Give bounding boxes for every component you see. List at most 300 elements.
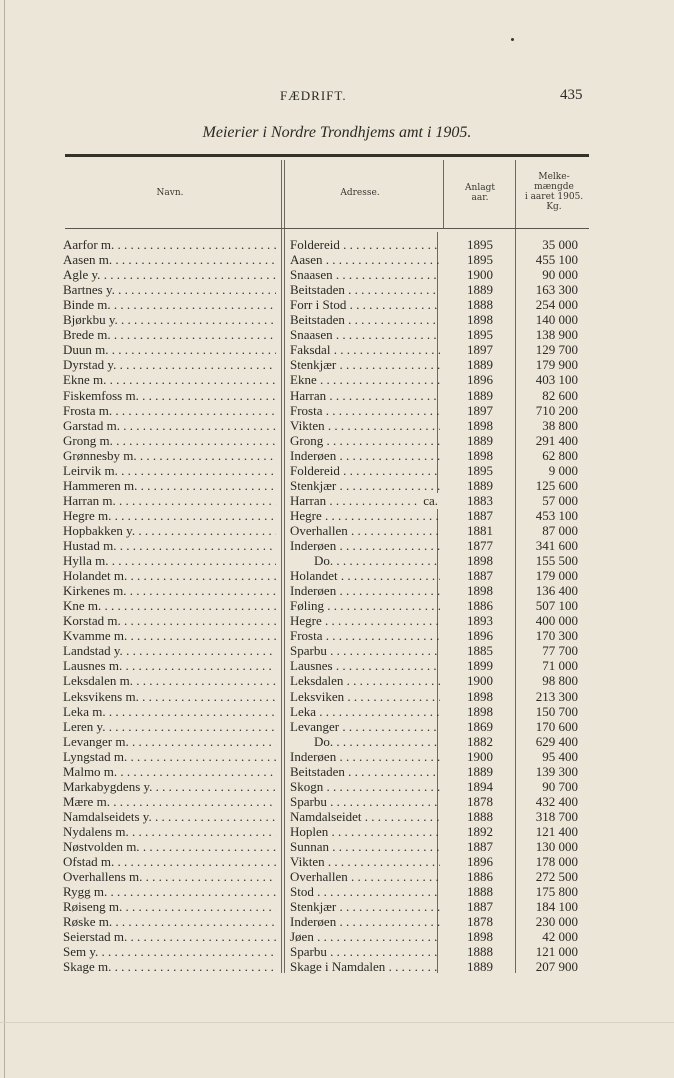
milk-quantity: 129 700 <box>535 342 578 358</box>
founded-year: 1899 <box>467 658 493 674</box>
milk-quantity: 184 100 <box>535 899 578 915</box>
milk-quantity: 453 100 <box>535 507 578 523</box>
dairy-name <box>63 899 276 915</box>
dairy-address <box>290 719 440 735</box>
dairy-address-text: Hoplen <box>290 823 329 839</box>
founded-year: 1895 <box>467 327 493 343</box>
dairy-name <box>63 658 276 674</box>
dairy-name <box>63 342 276 358</box>
dairy-address <box>290 734 440 750</box>
column-header-milk-line3: i aaret 1905. <box>524 192 584 202</box>
dairy-name-text: Markabygdens y. <box>63 778 153 794</box>
milk-quantity: 121 000 <box>535 944 578 960</box>
dairy-address-text: Skage i Namdalen <box>290 959 386 975</box>
milk-quantity: 42 000 <box>542 929 578 945</box>
founded-year: 1893 <box>467 613 493 629</box>
dairy-address-text: Sparbu <box>290 643 327 659</box>
table-row <box>0 297 674 313</box>
dairy-name-text: Bjørkbu y. <box>63 312 118 328</box>
table-title: Meierier i Nordre Trondhjems amt i 1905. <box>202 124 472 141</box>
column-header-year-line1: Anlagt <box>465 183 495 193</box>
table-row <box>0 583 674 599</box>
dairy-name-text: Leren y. <box>63 718 106 734</box>
milk-quantity: 207 900 <box>535 959 578 975</box>
table-row <box>0 327 674 343</box>
dairy-name-text: Binde m. <box>63 297 111 313</box>
dairy-name <box>63 628 276 644</box>
column-header-milk <box>518 172 590 212</box>
dairy-name-text: Røiseng m. <box>63 899 123 915</box>
dairy-address <box>290 342 440 358</box>
dairy-address <box>290 297 440 313</box>
table-row <box>0 719 674 735</box>
dairy-name-text: Brede m. <box>63 327 111 343</box>
dairy-address <box>290 553 440 569</box>
founded-year: 1895 <box>467 252 493 268</box>
dairy-name-text: Ekne m. <box>63 372 107 388</box>
dairy-name <box>63 643 276 659</box>
page-bottom-shade <box>0 1022 674 1023</box>
dairy-address-text: Inderøen <box>290 748 337 764</box>
milk-quantity: 403 100 <box>535 372 578 388</box>
milk-quantity: 175 800 <box>535 884 578 900</box>
founded-year: 1898 <box>467 929 493 945</box>
table-row <box>0 749 674 765</box>
dairy-address <box>290 658 440 674</box>
dairy-name <box>63 583 276 599</box>
milk-quantity: 9 000 <box>548 462 578 478</box>
founded-year: 1894 <box>467 778 493 794</box>
table-row <box>0 388 674 404</box>
dairy-name <box>63 824 276 840</box>
dairy-address-text: Beitstaden <box>290 763 345 779</box>
table-header-rule <box>65 228 589 229</box>
founded-year: 1877 <box>467 538 493 553</box>
milk-quantity: 62 800 <box>542 447 578 463</box>
dairy-address <box>290 749 440 765</box>
dairy-address-text: Snaasen <box>290 267 333 283</box>
founded-year: 1882 <box>467 733 493 749</box>
milk-quantity: 130 000 <box>535 839 578 854</box>
dairy-address <box>290 538 440 554</box>
dairy-address-text: Vikten <box>290 417 325 433</box>
milk-quantity: 272 500 <box>535 869 578 885</box>
dairy-address-text: Stenkjær <box>290 357 337 373</box>
dairy-name-text: Bartnes y. <box>63 282 115 298</box>
table-row <box>0 794 674 810</box>
print-speck <box>511 38 514 41</box>
dairy-name <box>63 613 276 629</box>
table-row <box>0 734 674 750</box>
dairy-name <box>63 809 276 825</box>
dairy-address-text: Foldereid <box>290 462 340 478</box>
founded-year: 1898 <box>467 583 493 599</box>
milk-quantity: 98 800 <box>542 673 578 689</box>
milk-quantity: 507 100 <box>535 598 578 614</box>
dairy-address <box>290 327 440 343</box>
dairy-address-text: Hegre <box>290 507 322 523</box>
dairy-name <box>63 388 276 404</box>
milk-quantity: 213 300 <box>535 688 578 704</box>
table-row <box>0 568 674 584</box>
dairy-name-text: Kne m. <box>63 598 102 614</box>
table-row <box>0 673 674 689</box>
milk-quantity: 230 000 <box>535 914 578 930</box>
table-row <box>0 884 674 900</box>
table-row <box>0 764 674 780</box>
founded-year: 1900 <box>467 267 493 283</box>
founded-year: 1900 <box>467 748 493 764</box>
milk-quantity: 35 000 <box>542 237 578 252</box>
column-header-name <box>110 188 230 198</box>
founded-year: 1885 <box>467 643 493 659</box>
dairy-address <box>290 403 440 419</box>
dairy-address <box>290 267 440 283</box>
table-row <box>0 704 674 720</box>
dairy-address-text: Stod <box>290 884 314 900</box>
dairy-name-text: Leksvikens m. <box>63 688 139 704</box>
founded-year: 1888 <box>467 808 493 824</box>
dairy-address-text: Namdalseidet <box>290 808 362 824</box>
dairy-address-text: Holandet <box>290 568 338 584</box>
address-suffix: ca. <box>423 492 438 508</box>
table-row <box>0 312 674 328</box>
dairy-address-text: Inderøen <box>290 583 337 599</box>
dairy-address-text: Do. <box>314 733 334 749</box>
founded-year: 1887 <box>467 839 493 854</box>
dairy-name <box>63 237 276 253</box>
dairy-address-text: Frosta <box>290 628 323 644</box>
milk-quantity: 170 600 <box>535 718 578 734</box>
founded-year: 1898 <box>467 312 493 328</box>
milk-quantity: 125 600 <box>535 477 578 493</box>
founded-year: 1900 <box>467 673 493 689</box>
founded-year: 1897 <box>467 342 493 358</box>
dairy-address <box>290 418 440 434</box>
dairy-name-text: Røske m. <box>63 914 113 930</box>
dairy-address <box>290 779 440 795</box>
dairy-name <box>63 929 276 945</box>
dairy-name <box>63 463 276 479</box>
dairy-name <box>63 418 276 434</box>
table-row <box>0 628 674 644</box>
founded-year: 1897 <box>467 402 493 418</box>
dairy-name <box>63 282 276 298</box>
dairy-name <box>63 779 276 795</box>
dairy-name-text: Kvamme m. <box>63 628 128 644</box>
table-row <box>0 357 674 373</box>
milk-quantity: 150 700 <box>535 703 578 719</box>
dairy-name <box>63 448 276 464</box>
founded-year: 1895 <box>467 237 493 252</box>
table-row <box>0 929 674 945</box>
table-row <box>0 658 674 674</box>
dairy-address <box>290 899 440 915</box>
dairy-name <box>63 839 276 855</box>
table-row <box>0 839 674 855</box>
dairy-name-text: Nøstvolden m. <box>63 839 140 854</box>
dairy-name-text: Skage m. <box>63 959 112 975</box>
dairy-name <box>63 297 276 313</box>
table-row <box>0 899 674 915</box>
founded-year: 1878 <box>467 793 493 809</box>
dairy-name-text: Hammeren m. <box>63 477 138 493</box>
dairy-name <box>63 704 276 720</box>
dairy-address-text: Inderøen <box>290 538 337 553</box>
founded-year: 1888 <box>467 884 493 900</box>
dairy-address <box>290 237 440 253</box>
table-row <box>0 553 674 569</box>
table-row <box>0 538 674 554</box>
table-row <box>0 643 674 659</box>
founded-year: 1889 <box>467 432 493 448</box>
dairy-address-text: Frosta <box>290 402 323 418</box>
table-row <box>0 252 674 268</box>
column-header-milk-line2: mængde <box>534 182 574 192</box>
founded-year: 1889 <box>467 477 493 493</box>
dairy-name-text: Levanger m. <box>63 733 129 749</box>
column-header-year <box>450 183 510 203</box>
founded-year: 1887 <box>467 507 493 523</box>
dairy-address <box>290 282 440 298</box>
founded-year: 1869 <box>467 718 493 734</box>
dairy-address <box>290 794 440 810</box>
dairy-name-text: Kirkenes m. <box>63 583 127 599</box>
founded-year: 1896 <box>467 628 493 644</box>
dairy-address-text: Sparbu <box>290 944 327 960</box>
table-row <box>0 237 674 253</box>
dairy-address-text: Grong <box>290 432 324 448</box>
founded-year: 1886 <box>467 598 493 614</box>
dairy-name <box>63 312 276 328</box>
dairy-address <box>290 944 440 960</box>
dairy-address-text: Vikten <box>290 854 325 870</box>
dairy-address <box>290 884 440 900</box>
dairy-name <box>63 673 276 689</box>
dairy-name <box>63 357 276 373</box>
milk-quantity: 432 400 <box>535 793 578 809</box>
dairy-address <box>290 869 440 885</box>
header-title: FÆDRIFT. <box>280 88 347 103</box>
milk-quantity: 136 400 <box>535 583 578 599</box>
dairy-address <box>290 613 440 629</box>
table-row <box>0 779 674 795</box>
dairy-name-text: Mære m. <box>63 793 110 809</box>
dairy-address <box>290 643 440 659</box>
dairy-address-text: Sparbu <box>290 793 327 809</box>
dairy-name <box>63 252 276 268</box>
dairy-name <box>63 493 276 509</box>
dairy-name-text: Leksdalen m. <box>63 673 134 689</box>
dairy-name <box>63 523 276 539</box>
dairy-address <box>290 463 440 479</box>
dairy-address-text: Hegre <box>290 613 322 629</box>
dairy-name <box>63 914 276 930</box>
dairy-name-text: Nydalens m. <box>63 823 129 839</box>
milk-quantity: 87 000 <box>542 522 578 538</box>
founded-year: 1887 <box>467 568 493 584</box>
dairy-name-text: Garstad m. <box>63 417 121 433</box>
dairy-address <box>290 764 440 780</box>
milk-quantity: 179 000 <box>535 568 578 584</box>
dairy-name <box>63 568 276 584</box>
dairy-address-text: Foldereid <box>290 237 340 252</box>
dairy-address-text: Snaasen <box>290 327 333 343</box>
table-row <box>0 598 674 614</box>
milk-quantity: 139 300 <box>535 763 578 779</box>
table-row <box>0 523 674 539</box>
founded-year: 1883 <box>467 492 493 508</box>
dairy-name-text: Agle y. <box>63 267 101 283</box>
milk-quantity: 155 500 <box>535 553 578 569</box>
dairy-address-text: Beitstaden <box>290 312 345 328</box>
founded-year: 1878 <box>467 914 493 930</box>
founded-year: 1896 <box>467 372 493 388</box>
milk-quantity: 95 400 <box>542 748 578 764</box>
dairy-address <box>290 448 440 464</box>
dairy-address-text: Skogn <box>290 778 324 794</box>
milk-quantity: 318 700 <box>535 808 578 824</box>
founded-year: 1886 <box>467 869 493 885</box>
dairy-name-text: Overhallens m. <box>63 869 143 885</box>
milk-quantity: 170 300 <box>535 628 578 644</box>
table-row <box>0 944 674 960</box>
dairy-name <box>63 959 276 975</box>
dairy-name-text: Sem y. <box>63 944 99 960</box>
milk-quantity: 90 000 <box>542 267 578 283</box>
table-top-rule <box>65 154 589 157</box>
dairy-address-text: Leksdalen <box>290 673 344 689</box>
milk-quantity: 629 400 <box>535 733 578 749</box>
dairy-address <box>290 583 440 599</box>
dairy-address <box>290 598 440 614</box>
dairy-address-text: Harran <box>290 492 327 508</box>
founded-year: 1895 <box>467 462 493 478</box>
milk-quantity: 291 400 <box>535 432 578 448</box>
dairy-address-text: Ekne <box>290 372 317 388</box>
dairy-name <box>63 598 276 614</box>
founded-year: 1898 <box>467 688 493 704</box>
dairy-name <box>63 749 276 765</box>
table-row <box>0 809 674 825</box>
column-header-name-text: Navn. <box>156 188 184 198</box>
dairy-address <box>290 388 440 404</box>
dairy-name-text: Duun m. <box>63 342 109 358</box>
running-header <box>0 88 674 108</box>
dairy-name <box>63 734 276 750</box>
dairy-address-text: Leksviken <box>290 688 345 704</box>
dairy-address-text: Beitstaden <box>290 282 345 298</box>
dairy-name-text: Aasen m. <box>63 252 113 268</box>
dairy-address-text: Føling <box>290 598 324 614</box>
founded-year: 1881 <box>467 522 493 538</box>
dairy-name-text: Namdalseidets y. <box>63 808 152 824</box>
dairy-name-text: Lausnes m. <box>63 658 123 674</box>
founded-year: 1896 <box>467 854 493 870</box>
milk-quantity: 38 800 <box>542 417 578 433</box>
dairy-name <box>63 944 276 960</box>
dairy-name-text: Grønnesby m. <box>63 447 137 463</box>
dairy-name-text: Aarfor m. <box>63 237 115 252</box>
founded-year: 1887 <box>467 899 493 915</box>
milk-quantity: 140 000 <box>535 312 578 328</box>
founded-year: 1889 <box>467 357 493 373</box>
dairy-address <box>290 809 440 825</box>
dairy-address <box>290 312 440 328</box>
founded-year: 1888 <box>467 297 493 313</box>
milk-quantity: 254 000 <box>535 297 578 313</box>
column-divider-address-head <box>443 160 444 228</box>
table-row <box>0 959 674 975</box>
milk-quantity: 341 600 <box>535 538 578 553</box>
dairy-address <box>290 372 440 388</box>
table-row <box>0 418 674 434</box>
dairy-name <box>63 854 276 870</box>
dairy-address <box>290 478 440 494</box>
dairy-name-text: Harran m. <box>63 492 116 508</box>
milk-quantity: 121 400 <box>535 823 578 839</box>
page-number: 435 <box>560 87 583 103</box>
dairy-name <box>63 267 276 283</box>
dairy-address-text: Stenkjær <box>290 477 337 493</box>
dairy-address-text: Inderøen <box>290 447 337 463</box>
dairy-name-text: Ofstad m. <box>63 854 115 870</box>
dairy-address <box>290 252 440 268</box>
dairy-name-text: Fiskemfoss m. <box>63 387 139 403</box>
dairy-address <box>290 959 440 975</box>
founded-year: 1889 <box>467 282 493 298</box>
dairy-address <box>290 508 440 524</box>
column-header-milk-line4: Kg. <box>546 202 562 212</box>
dairy-name <box>63 719 276 735</box>
column-header-year-line2: aar. <box>471 193 489 203</box>
milk-quantity: 178 000 <box>535 854 578 870</box>
founded-year: 1888 <box>467 944 493 960</box>
dairy-name <box>63 403 276 419</box>
table-row <box>0 824 674 840</box>
dairy-name-text: Korstad m. <box>63 613 121 629</box>
dairy-address <box>290 824 440 840</box>
table-row <box>0 493 674 509</box>
table-row <box>0 854 674 870</box>
dairy-address-text: Sunnan <box>290 839 329 854</box>
founded-year: 1889 <box>467 959 493 975</box>
dairy-name <box>63 433 276 449</box>
table-row <box>0 448 674 464</box>
dairy-address-text: Aasen <box>290 252 323 268</box>
dairy-address-text: Inderøen <box>290 914 337 930</box>
dairy-name-text: Rygg m. <box>63 884 108 900</box>
dairy-name-text: Malmo m. <box>63 763 118 779</box>
dairy-name-text: Lyngstad m. <box>63 748 128 764</box>
dairy-address-text: Forr i Stod <box>290 297 347 313</box>
milk-quantity: 77 700 <box>542 643 578 659</box>
dairy-address <box>290 839 440 855</box>
dairy-name-text: Hylla m. <box>63 553 109 569</box>
dairy-name <box>63 372 276 388</box>
milk-quantity: 455 100 <box>535 252 578 268</box>
founded-year: 1889 <box>467 387 493 403</box>
dairy-address <box>290 493 440 509</box>
table-row <box>0 433 674 449</box>
dairy-name-text: Leka m. <box>63 703 106 719</box>
dairy-name-text: Hegre m. <box>63 507 112 523</box>
milk-quantity: 400 000 <box>535 613 578 629</box>
table-row <box>0 478 674 494</box>
table-row <box>0 689 674 705</box>
founded-year: 1898 <box>467 447 493 463</box>
dairy-address <box>290 357 440 373</box>
